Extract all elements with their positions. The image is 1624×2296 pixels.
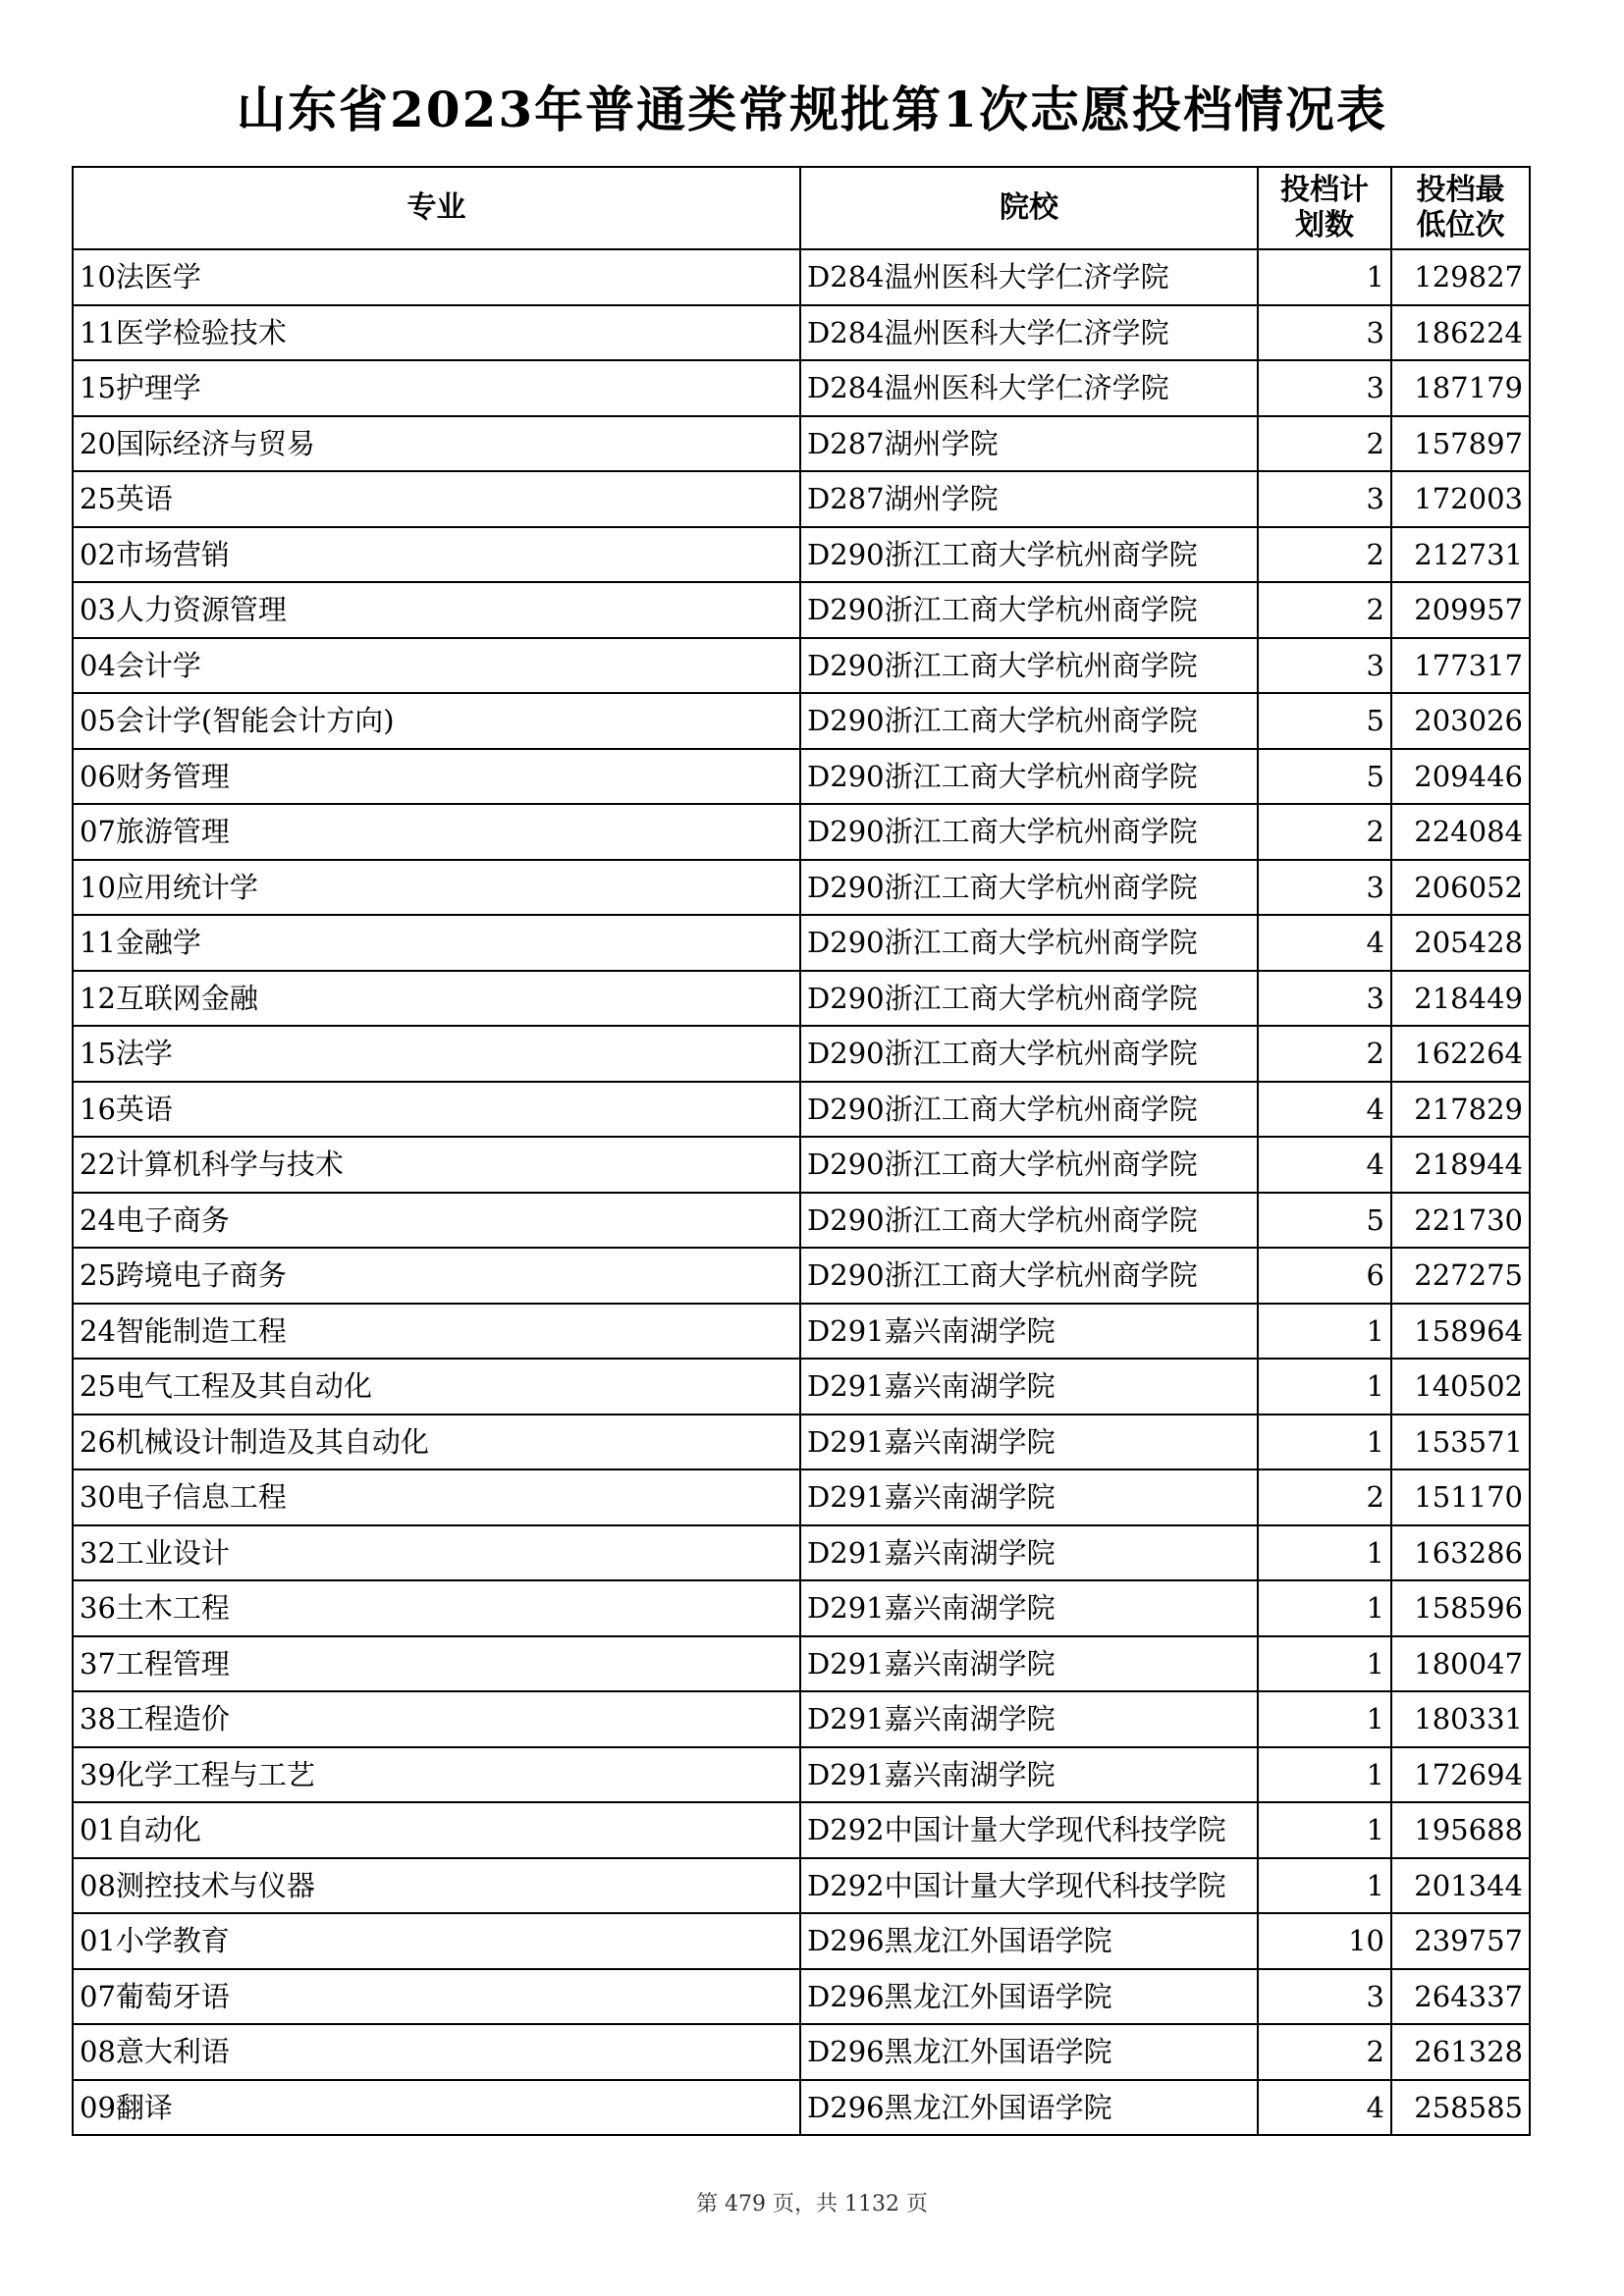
cell-major: 38工程造价: [73, 1691, 800, 1747]
cell-rank: 203026: [1391, 693, 1530, 749]
cell-school: D296黑龙江外国语学院: [800, 1969, 1258, 2025]
cell-rank: 163286: [1391, 1525, 1530, 1581]
cell-rank: 218449: [1391, 971, 1530, 1027]
cell-rank: 209957: [1391, 582, 1530, 638]
table-row: [73, 1580, 1530, 1636]
cell-rank: 129827: [1391, 249, 1530, 305]
cell-rank: 153571: [1391, 1415, 1530, 1470]
cell-plan: 3: [1258, 860, 1391, 916]
cell-school: D290浙江工商大学杭州商学院: [800, 693, 1258, 749]
table-row: [73, 971, 1530, 1027]
cell-major: 07旅游管理: [73, 804, 800, 860]
cell-school: D291嘉兴南湖学院: [800, 1415, 1258, 1470]
header-major: 专业: [73, 167, 800, 249]
cell-rank: 205428: [1391, 915, 1530, 971]
cell-school: D292中国计量大学现代科技学院: [800, 1858, 1258, 1914]
cell-major: 36土木工程: [73, 1580, 800, 1636]
cell-school: D291嘉兴南湖学院: [800, 1304, 1258, 1360]
cell-rank: 258585: [1391, 2080, 1530, 2136]
cell-major: 25英语: [73, 471, 800, 527]
cell-major: 15法学: [73, 1026, 800, 1082]
cell-rank: 172003: [1391, 471, 1530, 527]
table-row: [73, 1304, 1530, 1360]
table-row: [73, 1802, 1530, 1858]
cell-major: 09翻译: [73, 2080, 800, 2136]
cell-major: 32工业设计: [73, 1525, 800, 1581]
cell-major: 08测控技术与仪器: [73, 1858, 800, 1914]
cell-major: 22计算机科学与技术: [73, 1137, 800, 1193]
cell-major: 24电子商务: [73, 1193, 800, 1249]
cell-major: 03人力资源管理: [73, 582, 800, 638]
cell-rank: 264337: [1391, 1969, 1530, 2025]
cell-plan: 3: [1258, 305, 1391, 361]
cell-school: D290浙江工商大学杭州商学院: [800, 1137, 1258, 1193]
table-row: [73, 1415, 1530, 1470]
admissions-table: [72, 166, 1531, 2136]
cell-school: D290浙江工商大学杭州商学院: [800, 971, 1258, 1027]
cell-school: D290浙江工商大学杭州商学院: [800, 915, 1258, 971]
cell-rank: 201344: [1391, 1858, 1530, 1914]
cell-rank: 158596: [1391, 1580, 1530, 1636]
table-row: [73, 360, 1530, 416]
table-row: [73, 249, 1530, 305]
table-row: [73, 1359, 1530, 1415]
cell-major: 20国际经济与贸易: [73, 416, 800, 472]
table-row: [73, 860, 1530, 916]
cell-rank: 162264: [1391, 1026, 1530, 1082]
table-row: [73, 1525, 1530, 1581]
cell-school: D290浙江工商大学杭州商学院: [800, 527, 1258, 583]
table-row: [73, 1082, 1530, 1138]
cell-school: D292中国计量大学现代科技学院: [800, 1802, 1258, 1858]
cell-major: 12互联网金融: [73, 971, 800, 1027]
cell-plan: 4: [1258, 2080, 1391, 2136]
table-body: [73, 249, 1530, 2135]
cell-major: 04会计学: [73, 638, 800, 694]
cell-plan: 1: [1258, 1802, 1391, 1858]
cell-plan: 2: [1258, 1026, 1391, 1082]
table-header-row: [73, 167, 1530, 249]
cell-school: D296黑龙江外国语学院: [800, 2024, 1258, 2080]
table-row: [73, 693, 1530, 749]
cell-major: 07葡萄牙语: [73, 1969, 800, 2025]
cell-major: 10应用统计学: [73, 860, 800, 916]
cell-plan: 3: [1258, 1969, 1391, 2025]
cell-school: D290浙江工商大学杭州商学院: [800, 638, 1258, 694]
cell-plan: 1: [1258, 1359, 1391, 1415]
cell-plan: 3: [1258, 471, 1391, 527]
table-row: [73, 1691, 1530, 1747]
header-min-rank: [1391, 167, 1530, 249]
cell-rank: 158964: [1391, 1304, 1530, 1360]
cell-major: 08意大利语: [73, 2024, 800, 2080]
cell-plan: 2: [1258, 527, 1391, 583]
cell-plan: 1: [1258, 1636, 1391, 1692]
cell-plan: 5: [1258, 749, 1391, 805]
table-row: [73, 1747, 1530, 1803]
table-row: [73, 1858, 1530, 1914]
table-row: [73, 1636, 1530, 1692]
cell-major: 37工程管理: [73, 1636, 800, 1692]
cell-plan: 3: [1258, 638, 1391, 694]
cell-school: D290浙江工商大学杭州商学院: [800, 1082, 1258, 1138]
table-row: [73, 1913, 1530, 1969]
cell-rank: 227275: [1391, 1248, 1530, 1304]
table-row: [73, 471, 1530, 527]
cell-school: D291嘉兴南湖学院: [800, 1469, 1258, 1525]
cell-rank: 261328: [1391, 2024, 1530, 2080]
cell-school: D287湖州学院: [800, 471, 1258, 527]
page-title: 山东省2023年普通类常规批第1次志愿投档情况表: [237, 80, 1387, 138]
cell-school: D290浙江工商大学杭州商学院: [800, 749, 1258, 805]
cell-school: D291嘉兴南湖学院: [800, 1525, 1258, 1581]
cell-rank: 218944: [1391, 1137, 1530, 1193]
cell-major: 10法医学: [73, 249, 800, 305]
cell-rank: 239757: [1391, 1913, 1530, 1969]
table-row: [73, 1469, 1530, 1525]
cell-school: D290浙江工商大学杭州商学院: [800, 860, 1258, 916]
cell-major: 01自动化: [73, 1802, 800, 1858]
cell-major: 02市场营销: [73, 527, 800, 583]
cell-school: D284温州医科大学仁济学院: [800, 249, 1258, 305]
cell-plan: 2: [1258, 1469, 1391, 1525]
cell-plan: 5: [1258, 693, 1391, 749]
cell-major: 30电子信息工程: [73, 1469, 800, 1525]
cell-major: 11金融学: [73, 915, 800, 971]
cell-plan: 1: [1258, 249, 1391, 305]
cell-school: D290浙江工商大学杭州商学院: [800, 804, 1258, 860]
cell-plan: 1: [1258, 1691, 1391, 1747]
cell-rank: 217829: [1391, 1082, 1530, 1138]
table-row: [73, 527, 1530, 583]
cell-major: 26机械设计制造及其自动化: [73, 1415, 800, 1470]
table-row: [73, 1248, 1530, 1304]
header-rank-line1: 投档最: [1416, 173, 1505, 207]
cell-rank: 212731: [1391, 527, 1530, 583]
cell-major: 05会计学(智能会计方向): [73, 693, 800, 749]
cell-school: D296黑龙江外国语学院: [800, 1913, 1258, 1969]
cell-rank: 180331: [1391, 1691, 1530, 1747]
cell-major: 06财务管理: [73, 749, 800, 805]
cell-plan: 2: [1258, 804, 1391, 860]
cell-school: D291嘉兴南湖学院: [800, 1636, 1258, 1692]
cell-plan: 1: [1258, 1304, 1391, 1360]
cell-plan: 4: [1258, 915, 1391, 971]
cell-rank: 177317: [1391, 638, 1530, 694]
table-row: [73, 1193, 1530, 1249]
cell-school: D290浙江工商大学杭州商学院: [800, 1248, 1258, 1304]
header-plan-line2: 划数: [1295, 208, 1354, 242]
cell-rank: 180047: [1391, 1636, 1530, 1692]
cell-rank: 187179: [1391, 360, 1530, 416]
cell-major: 39化学工程与工艺: [73, 1747, 800, 1803]
cell-plan: 1: [1258, 1525, 1391, 1581]
cell-plan: 1: [1258, 1747, 1391, 1803]
cell-plan: 1: [1258, 1580, 1391, 1636]
cell-rank: 151170: [1391, 1469, 1530, 1525]
cell-rank: 221730: [1391, 1193, 1530, 1249]
cell-major: 11医学检验技术: [73, 305, 800, 361]
cell-rank: 206052: [1391, 860, 1530, 916]
table-row: [73, 416, 1530, 472]
cell-plan: 4: [1258, 1137, 1391, 1193]
cell-plan: 4: [1258, 1082, 1391, 1138]
cell-school: D284温州医科大学仁济学院: [800, 305, 1258, 361]
cell-major: 16英语: [73, 1082, 800, 1138]
cell-plan: 3: [1258, 971, 1391, 1027]
table-row: [73, 582, 1530, 638]
table-row: [73, 1137, 1530, 1193]
header-rank-line2: 低位次: [1416, 208, 1505, 242]
cell-school: D291嘉兴南湖学院: [800, 1359, 1258, 1415]
cell-school: D296黑龙江外国语学院: [800, 2080, 1258, 2136]
table-row: [73, 638, 1530, 694]
page-footer: 第 479 页，共 1132 页: [696, 2192, 928, 2216]
header-school: 院校: [800, 167, 1258, 249]
cell-rank: 224084: [1391, 804, 1530, 860]
table-row: [73, 305, 1530, 361]
cell-plan: 2: [1258, 582, 1391, 638]
cell-plan: 1: [1258, 1415, 1391, 1470]
cell-plan: 2: [1258, 2024, 1391, 2080]
table-row: [73, 2024, 1530, 2080]
table-row: [73, 1969, 1530, 2025]
table-row: [73, 804, 1530, 860]
table-row: [73, 749, 1530, 805]
table-row: [73, 1026, 1530, 1082]
cell-school: D291嘉兴南湖学院: [800, 1691, 1258, 1747]
cell-rank: 209446: [1391, 749, 1530, 805]
cell-school: D287湖州学院: [800, 416, 1258, 472]
cell-rank: 157897: [1391, 416, 1530, 472]
header-plan-line1: 投档计: [1280, 173, 1369, 207]
header-plan-count: [1258, 167, 1391, 249]
cell-school: D290浙江工商大学杭州商学院: [800, 582, 1258, 638]
cell-major: 25跨境电子商务: [73, 1248, 800, 1304]
cell-school: D290浙江工商大学杭州商学院: [800, 1193, 1258, 1249]
cell-plan: 1: [1258, 1858, 1391, 1914]
cell-school: D291嘉兴南湖学院: [800, 1747, 1258, 1803]
cell-major: 25电气工程及其自动化: [73, 1359, 800, 1415]
cell-plan: 5: [1258, 1193, 1391, 1249]
table-row: [73, 915, 1530, 971]
cell-plan: 3: [1258, 360, 1391, 416]
cell-plan: 2: [1258, 416, 1391, 472]
cell-major: 01小学教育: [73, 1913, 800, 1969]
cell-rank: 140502: [1391, 1359, 1530, 1415]
cell-plan: 10: [1258, 1913, 1391, 1969]
cell-major: 24智能制造工程: [73, 1304, 800, 1360]
cell-rank: 186224: [1391, 305, 1530, 361]
cell-plan: 6: [1258, 1248, 1391, 1304]
cell-rank: 195688: [1391, 1802, 1530, 1858]
cell-major: 15护理学: [73, 360, 800, 416]
cell-school: D290浙江工商大学杭州商学院: [800, 1026, 1258, 1082]
cell-school: D284温州医科大学仁济学院: [800, 360, 1258, 416]
cell-rank: 172694: [1391, 1747, 1530, 1803]
cell-school: D291嘉兴南湖学院: [800, 1580, 1258, 1636]
table-row: [73, 2080, 1530, 2136]
